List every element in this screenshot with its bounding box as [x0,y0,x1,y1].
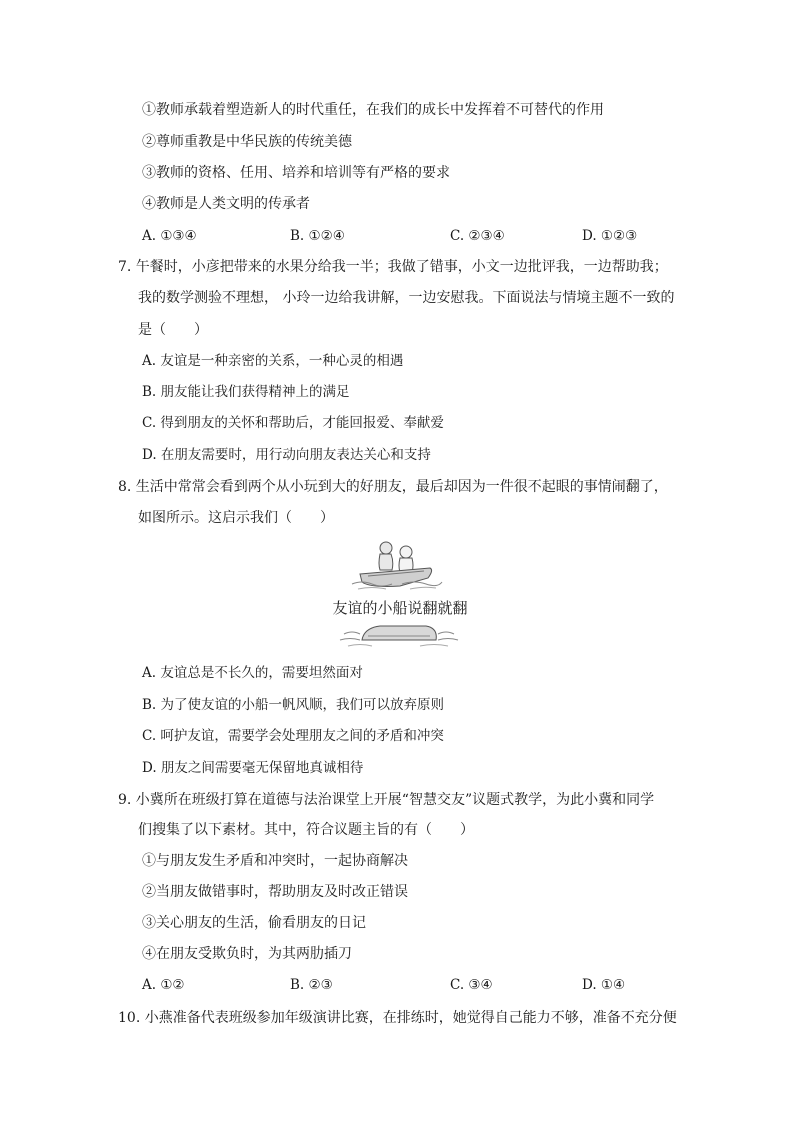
q9-option-b: B. ②③ [290,977,333,993]
q9-option-c: C. ③④ [450,977,493,993]
q9-stem-line-2: 们搜集了以下素材。其中，符合议题主旨的有（ ） [138,822,474,838]
q6-statement-3: ③教师的资格、任用、培养和培训等有严格的要求 [142,165,450,181]
q10-stem-line-1: 10. 小燕准备代表班级参加年级演讲比赛，在排练时，她觉得自己能力不够，准备不充分便 [118,1010,677,1026]
q6-option-b: B. ①②④ [290,228,345,244]
friendship-boat-figure [330,540,470,650]
q7-option-a: A. 友谊是一种亲密的关系，一种心灵的相遇 [142,353,404,369]
q7-option-b: B. 朋友能让我们获得精神上的满足 [142,384,350,400]
q8-stem-line-2: 如图所示。这启示我们（ ） [138,510,334,526]
q9-statement-4: ④在朋友受欺负时，为其两肋插刀 [142,946,352,962]
q7-option-d: D. 在朋友需要时，用行动向朋友表达关心和支持 [142,447,431,463]
q8-option-d: D. 朋友之间需要毫无保留地真诚相待 [142,760,364,776]
q8-stem-line-1: 8. 生活中常常会看到两个从小玩到大的好朋友，最后却因为一件很不起眼的事情闹翻了， [118,479,668,495]
q6-statement-2: ②尊师重教是中华民族的传统美德 [142,134,352,150]
q8-option-b: B. 为了使友谊的小船一帆风顺，我们可以放弃原则 [142,697,445,713]
q9-statement-3: ③关心朋友的生活，偷看朋友的日记 [142,915,366,931]
q9-statement-2: ②当朋友做错事时，帮助朋友及时改正错误 [142,884,408,900]
q9-option-a: A. ①② [142,977,185,993]
q8-option-a: A. 友谊总是不长久的，需要坦然面对 [142,665,363,681]
q9-stem-line-1: 9. 小冀所在班级打算在道德与法治课堂上开展“智慧交友”议题式教学，为此小冀和同学 [118,792,655,808]
q6-statement-4: ④教师是人类文明的传承者 [142,196,310,212]
q6-option-d: D. ①②③ [582,228,638,244]
q6-option-a: A. ①③④ [142,228,197,244]
q8-option-c: C. 呵护友谊，需要学会处理朋友之间的矛盾和冲突 [142,728,444,744]
q6-option-c: C. ②③④ [450,228,505,244]
q9-option-d: D. ①④ [582,977,626,993]
q9-statement-1: ①与朋友发生矛盾和冲突时，一起协商解决 [142,853,408,869]
q7-option-c: C. 得到朋友的关怀和帮助后，才能回报爱、奉献爱 [142,415,444,431]
q7-stem-line-2: 我的数学测验不理想， 小玲一边给我讲解，一边安慰我。下面说法与情境主题不一致的 [138,290,675,306]
figure-caption: 友谊的小船说翻就翻 [332,599,468,617]
q7-stem-line-1: 7. 午餐时，小彦把带来的水果分给我一半；我做了错事，小文一边批评我，一边帮助我； [118,259,668,275]
q6-statement-1: ①教师承载着塑造新人的时代重任，在我们的成长中发挥着不可替代的作用 [142,102,604,118]
q7-stem-line-3: 是（ ） [138,322,208,338]
capsized-boat-icon [340,626,458,646]
upright-boat-icon [352,542,442,589]
